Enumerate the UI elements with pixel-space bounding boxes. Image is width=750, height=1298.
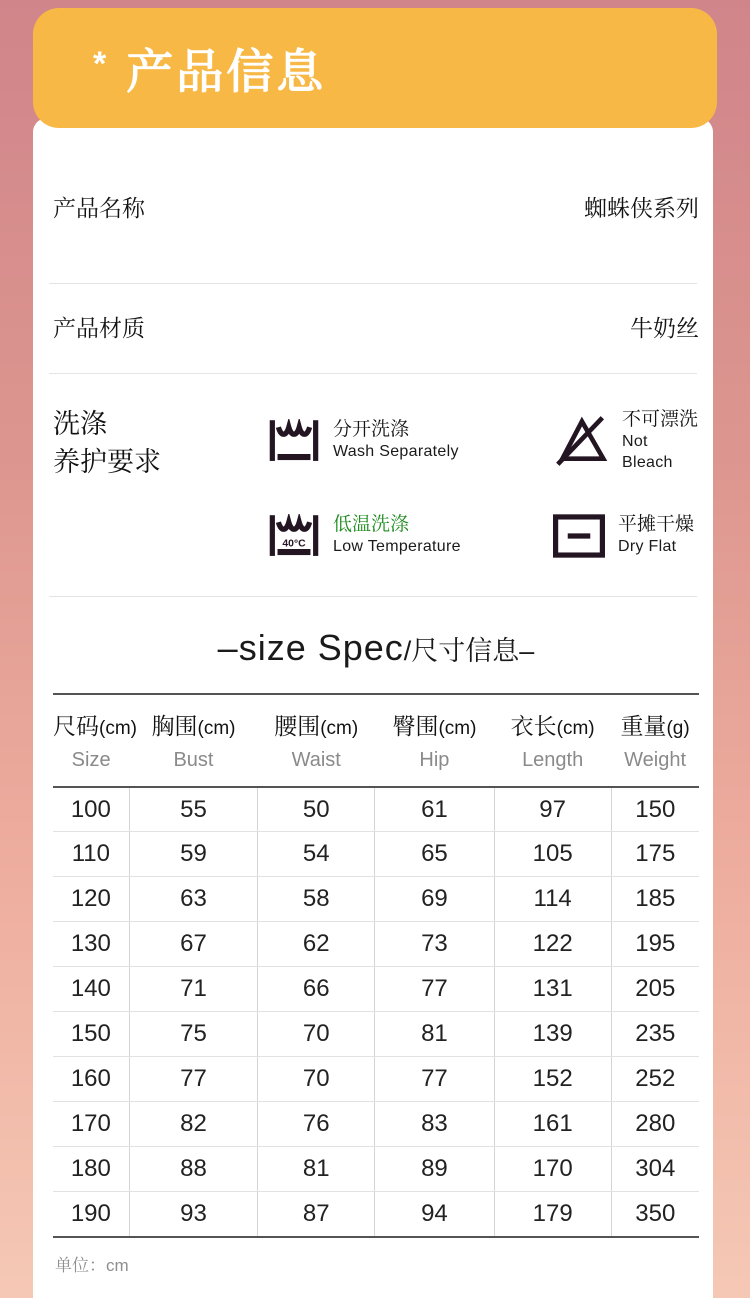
size-table-cell: 75	[129, 1012, 258, 1057]
size-table-row	[53, 922, 699, 967]
product-material-value: 牛奶丝	[630, 315, 699, 341]
care-item-en: Low Temperature	[333, 538, 461, 556]
care-item-en: Dry Flat	[618, 538, 677, 556]
size-table-cell: 130	[53, 922, 129, 967]
size-table-cell: 304	[611, 1147, 699, 1192]
washing-care-section	[53, 404, 699, 558]
size-table-cell: 83	[375, 1102, 495, 1147]
size-table-row	[53, 1192, 699, 1237]
size-table-cell: 94	[375, 1192, 495, 1237]
size-table-cell: 235	[611, 1012, 699, 1057]
washing-care-label-line1: 洗涤	[53, 409, 107, 439]
column-header: 衣长(cm) Length	[494, 694, 611, 787]
size-table-cell: 77	[375, 967, 495, 1012]
size-table-cell: 140	[53, 967, 129, 1012]
low-temperature-icon	[268, 514, 320, 558]
size-table-cell: 179	[494, 1192, 611, 1237]
care-item-zh: 不可漂洗	[622, 409, 699, 430]
size-table-cell: 195	[611, 922, 699, 967]
care-item-low-temperature	[268, 513, 553, 558]
product-name-label: 产品名称	[53, 195, 145, 221]
size-spec-title	[53, 627, 699, 669]
care-symbol-grid	[268, 404, 699, 558]
care-item-text	[618, 513, 694, 558]
size-table-cell: 63	[129, 877, 258, 922]
care-item-wash-separately	[268, 418, 553, 463]
size-table-row	[53, 1147, 699, 1192]
size-table-cell: 175	[611, 832, 699, 877]
care-item-not-bleach	[553, 408, 699, 473]
size-table-cell: 89	[375, 1147, 495, 1192]
size-table-cell: 105	[494, 832, 611, 877]
size-table-cell: 180	[53, 1147, 129, 1192]
care-item-text	[622, 408, 699, 473]
size-table-body	[53, 787, 699, 1237]
size-table-cell: 88	[129, 1147, 258, 1192]
size-table-row	[53, 1012, 699, 1057]
size-table-cell: 120	[53, 877, 129, 922]
care-item-text	[333, 418, 459, 463]
size-table-cell: 66	[258, 967, 375, 1012]
size-table-cell: 139	[494, 1012, 611, 1057]
size-table-cell: 160	[53, 1057, 129, 1102]
size-table-cell: 59	[129, 832, 258, 877]
wash-separately-icon	[268, 419, 320, 463]
column-header: 胸围(cm) Bust	[129, 694, 258, 787]
size-table-cell: 81	[375, 1012, 495, 1057]
size-spec-table	[53, 693, 699, 1238]
product-info-banner	[33, 8, 717, 128]
temperature-label: 40°C	[282, 538, 306, 550]
size-table-cell: 61	[375, 787, 495, 832]
size-table-cell: 81	[258, 1147, 375, 1192]
size-table-cell: 150	[611, 787, 699, 832]
size-table-cell: 71	[129, 967, 258, 1012]
size-table-cell: 62	[258, 922, 375, 967]
not-bleach-icon	[553, 415, 609, 467]
size-table-cell: 185	[611, 877, 699, 922]
size-table-cell: 77	[375, 1057, 495, 1102]
product-material-label: 产品材质	[53, 315, 145, 341]
size-spec-title-en: –size Spec	[217, 626, 404, 668]
size-table-row	[53, 787, 699, 832]
divider	[49, 283, 697, 284]
size-table-cell: 70	[258, 1012, 375, 1057]
size-table-cell: 114	[494, 877, 611, 922]
product-name-value: 蜘蛛侠系列	[584, 195, 699, 221]
size-table-cell: 97	[494, 787, 611, 832]
size-table-header-row	[53, 694, 699, 787]
size-table-cell: 152	[494, 1057, 611, 1102]
divider	[49, 373, 697, 374]
size-table-cell: 82	[129, 1102, 258, 1147]
divider	[49, 596, 697, 597]
column-header: 重量(g) Weight	[611, 694, 699, 787]
column-header: 尺码(cm) Size	[53, 694, 129, 787]
size-table-cell: 67	[129, 922, 258, 967]
size-table-cell: 55	[129, 787, 258, 832]
product-info-card	[33, 118, 713, 1298]
size-table-cell: 93	[129, 1192, 258, 1237]
dry-flat-icon	[553, 514, 605, 558]
column-header: 臀围(cm) Hip	[375, 694, 495, 787]
care-item-zh: 平摊干燥	[618, 514, 695, 536]
size-table-cell: 161	[494, 1102, 611, 1147]
care-item-zh: 分开洗涤	[333, 419, 410, 441]
size-spec-title-zh: /尺寸信息–	[403, 635, 535, 666]
care-item-text	[333, 513, 461, 558]
washing-care-label-line2: 养护要求	[53, 446, 161, 477]
size-table-cell: 58	[258, 877, 375, 922]
size-table-row	[53, 877, 699, 922]
size-table-cell: 76	[258, 1102, 375, 1147]
washing-care-label	[53, 404, 268, 558]
product-material-row	[53, 310, 699, 343]
size-table-cell: 69	[375, 877, 495, 922]
size-table-cell: 110	[53, 832, 129, 877]
size-table-cell: 131	[494, 967, 611, 1012]
size-table-row	[53, 1057, 699, 1102]
care-item-dry-flat	[553, 513, 699, 558]
unit-note: 单位：cm	[55, 1255, 129, 1275]
size-table-cell: 350	[611, 1192, 699, 1237]
size-table-cell: 54	[258, 832, 375, 877]
size-table-cell: 252	[611, 1057, 699, 1102]
size-table-cell: 170	[494, 1147, 611, 1192]
product-name-row	[53, 118, 699, 223]
size-table-cell: 280	[611, 1102, 699, 1147]
size-table-cell: 77	[129, 1057, 258, 1102]
size-table-cell: 70	[258, 1057, 375, 1102]
size-table-cell: 65	[375, 832, 495, 877]
size-table-row	[53, 832, 699, 877]
asterisk-icon: *	[93, 44, 107, 83]
size-table-cell: 87	[258, 1192, 375, 1237]
size-table-row	[53, 1102, 699, 1147]
size-table-cell: 73	[375, 922, 495, 967]
size-table-cell: 50	[258, 787, 375, 832]
size-table-cell: 205	[611, 967, 699, 1012]
page-title: 产品信息	[126, 44, 327, 98]
size-table-row	[53, 967, 699, 1012]
column-header: 腰围(cm) Waist	[258, 694, 375, 787]
size-table-cell: 150	[53, 1012, 129, 1057]
size-table-cell: 190	[53, 1192, 129, 1237]
size-table-cell: 122	[494, 922, 611, 967]
care-item-zh-low-temp: 低温洗涤	[333, 514, 410, 536]
size-table-cell: 170	[53, 1102, 129, 1147]
care-item-en: Wash Separately	[333, 443, 459, 461]
size-table-cell: 100	[53, 787, 129, 832]
care-item-en: Not Bleach	[622, 432, 673, 471]
